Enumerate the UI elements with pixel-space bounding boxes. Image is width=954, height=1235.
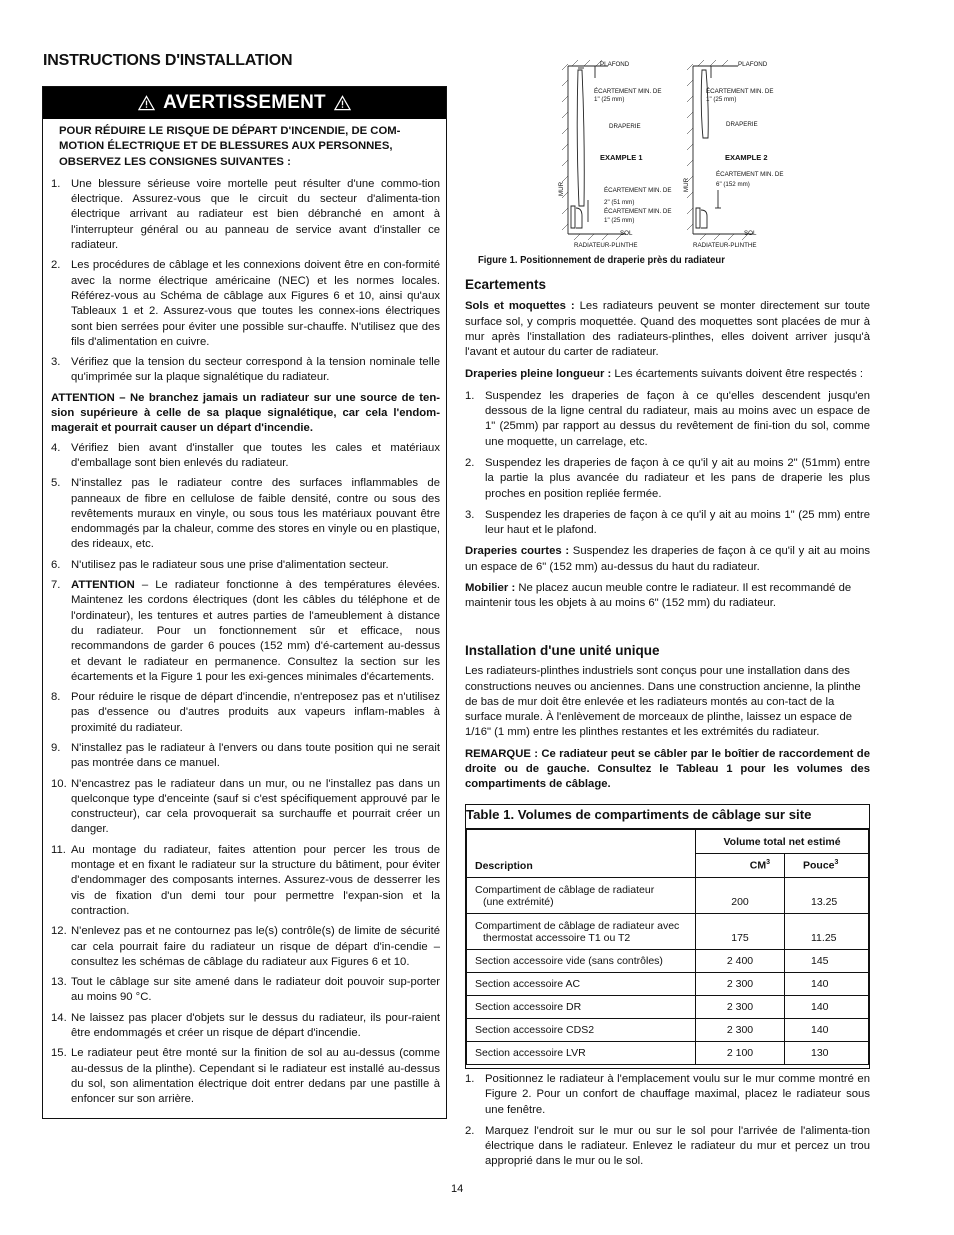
warning-item: [51, 690, 440, 736]
col-header-description: Description: [475, 860, 533, 872]
warning-item: [51, 355, 440, 386]
cell-description: Compartiment de câblage de radiateur avec thermostat accessoire T1 ou T2: [467, 914, 696, 950]
item-text: N'encastrez pas le radiateur dans un mur, ou ne l'installez pas dans un quelconque type d'enceinte (sauf si c'est spécifiquement approuvé par le constructeur), car cela provoquerait sa surchauffe et pourrait créer un danger.: [71, 777, 440, 836]
item-number: 2.: [51, 259, 61, 272]
cell-description: Compartiment de câblage de radiateur (une extrémité): [467, 878, 696, 914]
fig-clearance-label: ÉCARTEMENT MIN. DE: [706, 88, 774, 95]
clearances-section: [465, 277, 870, 612]
warning-item: [51, 741, 440, 772]
fig-clearance-label: ÉCARTEMENT MIN. DE: [604, 187, 672, 194]
step-item: [465, 1072, 870, 1118]
cell-cm: 2 400: [696, 950, 785, 973]
page-title: INSTRUCTIONS D'INSTALLATION: [43, 52, 293, 69]
warning-item: [51, 975, 440, 1006]
item-number: 15.: [51, 1047, 67, 1060]
steps-section: [465, 1072, 870, 1176]
warning-item: [51, 476, 440, 552]
warning-title: AVERTISSEMENT: [163, 92, 326, 113]
warning-body: [43, 119, 446, 1108]
clearance-item: [465, 389, 870, 450]
cell-cm: 2 300: [696, 1019, 785, 1042]
cell-inch: 140: [785, 996, 869, 1019]
wiring-table: [465, 804, 870, 1069]
fig-clearance-value: 1" (25 mm): [594, 96, 625, 103]
warning-item: [51, 177, 440, 253]
item-text: N'utilisez pas le radiateur sous une prise d'alimentation secteur.: [71, 558, 389, 571]
figure-drapery: [548, 56, 808, 256]
cell-inch: 140: [785, 973, 869, 996]
full-drapes-paragraph: [465, 367, 870, 382]
warning-header: [43, 87, 446, 119]
cell-inch: 145: [785, 950, 869, 973]
table-row: [467, 1042, 869, 1065]
cell-description: Section accessoire vide (sans contrôles): [467, 950, 696, 973]
item-text: Vérifiez bien avant d'installer que toutes les cales et matériaux d'emballage sont bien enlevés du radiateur.: [71, 441, 440, 469]
fig-clearance-value: 6" (152 mm): [716, 181, 750, 188]
warning-item: [51, 441, 440, 472]
fig-floor-label: SOL: [620, 230, 633, 237]
item-number: 6.: [51, 558, 61, 571]
fig-wall-label: MUR: [683, 177, 690, 192]
warning-triangle-icon: [334, 95, 351, 111]
table-row: [467, 950, 869, 973]
fig-ceiling-label: PLAFOND: [600, 61, 630, 68]
item-text: Suspendez les draperies de façon à ce qu'elles descendent jusqu'en dessous de la ligne central du radiateur, mais au moins avec un espace de 1" (25mm) par rapport au dessus du revêtement de fini-tion du sol, comme une moquette, un carrelage, etc.: [485, 389, 870, 448]
short-drapes-lead: Draperies courtes :: [465, 545, 570, 558]
warning-item: [51, 578, 440, 685]
warning-item: [51, 1046, 440, 1107]
cell-description: Section accessoire CDS2: [467, 1019, 696, 1042]
warning-item: [51, 258, 440, 350]
fig-clearance-value: 1" (25 mm): [706, 96, 737, 103]
cell-inch: 130: [785, 1042, 869, 1065]
fig-clearance-value: 2" (51 mm): [604, 199, 635, 206]
table-row: [467, 996, 869, 1019]
col-header-cm: $CM^3$: [696, 854, 785, 878]
fig-baseboard-label: RADIATEUR-PLINTHE: [693, 242, 757, 249]
fig-example1-label: EXAMPLE 1: [600, 153, 643, 162]
table-grid: [466, 829, 869, 1065]
item-number: 14.: [51, 1011, 67, 1024]
cell-description: Section accessoire AC: [467, 973, 696, 996]
col-header-group: Volume total net estimé: [723, 835, 841, 848]
furniture-paragraph: [465, 581, 870, 612]
item-text: Suspendez les draperies de façon à ce qu'il y ait au moins 2" (51mm) entre la partie la plus avancée du radiateur et les pans de draperie les plus proches en position repliée fermée.: [485, 456, 870, 500]
item-text: N'enlevez pas et ne contournez pas le(s) contrôle(s) de limite de sécurité car cela pourrait faire du radiateur un risque de départ d'in-cendie – consultez les schémas de câblage du radiateur aux Figures 6 et 10.: [71, 925, 440, 968]
item-text: Au montage du radiateur, faites attention pour percer les trous de montage et en fixant le radiateur sur la structure du bâtiment, pour éviter d'endommager des composants internes. Assurez-vous de desserrer les vis de fixation d'un demi tour pour permettre l'expan-sion et la contraction.: [71, 843, 440, 917]
item-number: 3.: [465, 508, 475, 521]
item-number: 7.: [51, 579, 61, 592]
step-item: [465, 1124, 870, 1170]
warning-item: [51, 924, 440, 970]
item-body: – Le radiateur fonctionne à des températures élevées. Maintenez les cordons électriques (dont les câbles du téléphone et de l'ordinateur), les tentures et autres parties de l'ameublement à distance du radiateur. Pour un fonctionnement sûr et efficace, nous recommandons de garder 6 pouces (152 mm) d'é-cartement au-dessus et devant le radiateur en permanence. Consultez la section sur les écartements et la Figure 1 pour les exi-gences minimales d'écartements.: [71, 579, 440, 683]
table-row: [467, 1019, 869, 1042]
fig-wall-label: MUR: [558, 181, 565, 196]
item-text: Ne laissez pas placer d'objets sur le dessus du radiateur, ils pour-raient être endommagés et créer un risque de départ d'incendie.: [71, 1011, 440, 1040]
item-text: N'installez pas le radiateur contre des surfaces inflammables de panneaux de fibre en cellulose de faible densité, contre ou sous des revêtements muraux en vinyle, ou sous tous les matériaux pouvant être endommagés par la chaleur, comme des stores en vinyle ou en plastique, des rideaux, etc.: [71, 477, 440, 551]
cell-cm: 2 300: [696, 996, 785, 1019]
item-text: Suspendez les draperies de façon à ce qu'il y ait au moins 1" (25 mm) entre leur haut et le plafond.: [485, 508, 870, 537]
fig-clearance-label: ÉCARTEMENT MIN. DE: [604, 208, 672, 215]
cell-inch: 140: [785, 1019, 869, 1042]
caution-text: ATTENTION – Ne branchez jamais un radiateur sur une source de ten-sion supérieure à celle de sa plaque signalétique, car cela l'endom-magerait et pourrait causer un départ d'incendie.: [51, 391, 440, 435]
clearances-heading: Ecartements: [465, 277, 547, 292]
item-number: 12.: [51, 925, 67, 938]
item-number: 1.: [465, 1073, 475, 1085]
item-text: Tout le câblage sur site amené dans le radiateur doit pouvoir sup-porter au moins 90 °C.: [71, 976, 440, 1004]
furniture-text: Ne placez aucun meuble contre le radiateur. Il est recommandé de maintenir tous les objets à au moins 6" (152 mm) du radiateur.: [465, 582, 852, 610]
item-number: 5.: [51, 477, 61, 490]
full-drapes-text: Les écartements suivants doivent être respectés :: [611, 368, 864, 381]
table-row: [467, 914, 869, 950]
cell-cm: 175: [696, 914, 785, 950]
single-unit-text: Les radiateurs-plinthes industriels sont conçus pour une installation dans des constructions neuves ou anciennes. Dans une construction ancienne, la plinthe de bas de mur doit être enlevée et les radiateurs montés au con-tact de la surface murale. À l'enlèvement de morceaux de plinthe, laissez un espace de 1/16" (1 mm) entre les plinthes restantes et les extrémités du radiateur.: [465, 665, 861, 739]
fig-clearance-label: ÉCARTEMENT MIN. DE: [594, 88, 662, 95]
cell-description: Section accessoire LVR: [467, 1042, 696, 1065]
table-row: [467, 973, 869, 996]
page-number: 14: [451, 1183, 464, 1195]
furniture-lead: Mobilier :: [465, 582, 516, 595]
cell-inch: 11.25: [785, 914, 869, 950]
single-unit-section: [465, 643, 870, 793]
cell-inch: 13.25: [785, 878, 869, 914]
item-number: 2.: [465, 456, 475, 469]
floors-text: Les radiateurs peuvent se monter directement sur toute surface sol, y compris moquettée. Quand des moquettes sont placées de mur à mur après l'installation des radiateurs-plinthes, elles doivent arriver jusqu'à l'avant et autour du carter de radiateur.: [465, 300, 870, 359]
table-title: Table 1. Volumes de compartiments de câblage sur site: [466, 805, 869, 829]
cell-description: Section accessoire DR: [467, 996, 696, 1019]
item-text: Une blessure sérieuse voire mortelle peut résulter d'une commo-tion électrique. Assurez-vous que le circuit du secteur d'alimenta-tion électrique arrivant au radiateur est bien débranché en amont à l'interrupteur général ou au panneau de service avant d'installer ce radiateur.: [71, 177, 440, 252]
figure-caption: Figure 1. Positionnement de draperie près du radiateur: [478, 255, 725, 266]
item-text: Positionnez le radiateur à l'emplacement voulu sur le mur comme montré en Figure 2. Pour un confort de chauffage maximal, placez le radiateur sous une fenêtre.: [485, 1073, 870, 1116]
remark-text: REMARQUE : Ce radiateur peut se câbler par le boîtier de raccordement de droite ou de gauche. Consultez le Tableau 1 pour les volumes des compartiments de câblage.: [465, 747, 870, 791]
item-number: 13.: [51, 976, 67, 989]
floors-lead: Sols et moquettes :: [465, 300, 575, 313]
single-unit-heading: Installation d'une unité unique: [465, 643, 660, 658]
fig-clearance-value: 1" (25 mm): [604, 217, 635, 224]
item-text: [71, 578, 440, 685]
clearance-item: [465, 456, 870, 502]
item-number: 9.: [51, 741, 61, 754]
item-number: 10.: [51, 777, 67, 790]
warning-item: [51, 1011, 440, 1042]
fig-floor-label: SOL: [744, 230, 757, 237]
item-text: Marquez l'endroit sur le mur ou sur le sol pour l'arrivée de l'alimenta-tion électrique dans le radiateur. Enlevez le radiateur du mur et percez un trou approprié dans le mur ou le sol.: [485, 1124, 870, 1168]
fig-drapery-label: DRAPERIE: [726, 121, 758, 128]
warning-box: [42, 86, 447, 1119]
item-number: 8.: [51, 691, 61, 704]
short-drapes-text: Suspendez les draperies de façon à ce qu'il y ait au moins un espace de 6" (152 mm) au-dessus du haut du radiateur.: [465, 545, 870, 573]
short-drapes-paragraph: [465, 544, 870, 575]
item-lead: ATTENTION: [71, 579, 135, 592]
full-drapes-lead: Draperies pleine longueur :: [465, 368, 612, 381]
item-number: 11.: [51, 843, 66, 856]
fig-drapery-label: DRAPERIE: [609, 123, 641, 130]
fig-example2-label: EXAMPLE 2: [725, 153, 768, 162]
fig-ceiling-label: PLAFOND: [738, 61, 768, 68]
warning-intro: POUR RÉDUIRE LE RISQUE DE DÉPART D'INCENDIE, DE COM-MOTION ÉLECTRIQUE ET DE BLESSURES AUX PERSONNES, OBSERVEZ LES CONSIGNES SUIVANTES :: [59, 125, 401, 168]
warning-item: [51, 558, 440, 573]
cell-cm: 200: [696, 878, 785, 914]
clearance-item: [465, 508, 870, 539]
floors-paragraph: [465, 299, 870, 360]
cell-cm: 2 100: [696, 1042, 785, 1065]
table-row: [467, 878, 869, 914]
cell-cm: 2 300: [696, 973, 785, 996]
fig-clearance-label: ÉCARTEMENT MIN. DE: [716, 171, 784, 178]
item-text: Vérifiez que la tension du secteur correspond à la tension nominale telle qu'imprimée sur la plaque signalétique du radiateur.: [71, 356, 440, 384]
warning-triangle-icon: [138, 95, 155, 111]
item-number: 2.: [465, 1124, 475, 1137]
warning-item: [51, 777, 440, 838]
item-number: 3.: [51, 356, 61, 369]
item-text: Le radiateur peut être monté sur la finition de sol au au-dessus (comme au-dessus de la plinthe). Cependant si le radiateur est installé au-dessus du sol, son alimentation électrique doit entrer dedans par une pastille à enfoncer sur son arrière.: [71, 1047, 440, 1106]
item-number: 4.: [51, 441, 61, 454]
col-header-in: Pouce$^3$: [785, 854, 869, 878]
warning-item: [51, 843, 440, 919]
item-text: Les procédures de câblage et les connexions doivent être en con-formité avec la norme électrique américaine (NEC) et les normes locales. Référez-vous au Schéma de câblage aux Figures 6 et 10, ainsi qu'aux Tableaux 1 et 2. Assurez-vous que toutes les connex-ions électriques sont bien serrées pour éviter une possible sur-chauffe. N'utilisez que des fils d'alimentation en cuivre.: [71, 259, 440, 348]
fig-baseboard-label: RADIATEUR-PLINTHE: [574, 242, 638, 249]
item-text: Pour réduire le risque de départ d'incendie, n'entreposez pas et n'utilisez pas d'essence ou d'autres produits aux vapeurs inflam-mables à proximité du radiateur.: [71, 691, 440, 734]
item-number: 1.: [51, 177, 61, 190]
item-number: 1.: [465, 389, 475, 402]
item-text: N'installez pas le radiateur à l'envers ou dans toute position qui ne serait pas montrée dans ce manuel.: [71, 741, 440, 770]
